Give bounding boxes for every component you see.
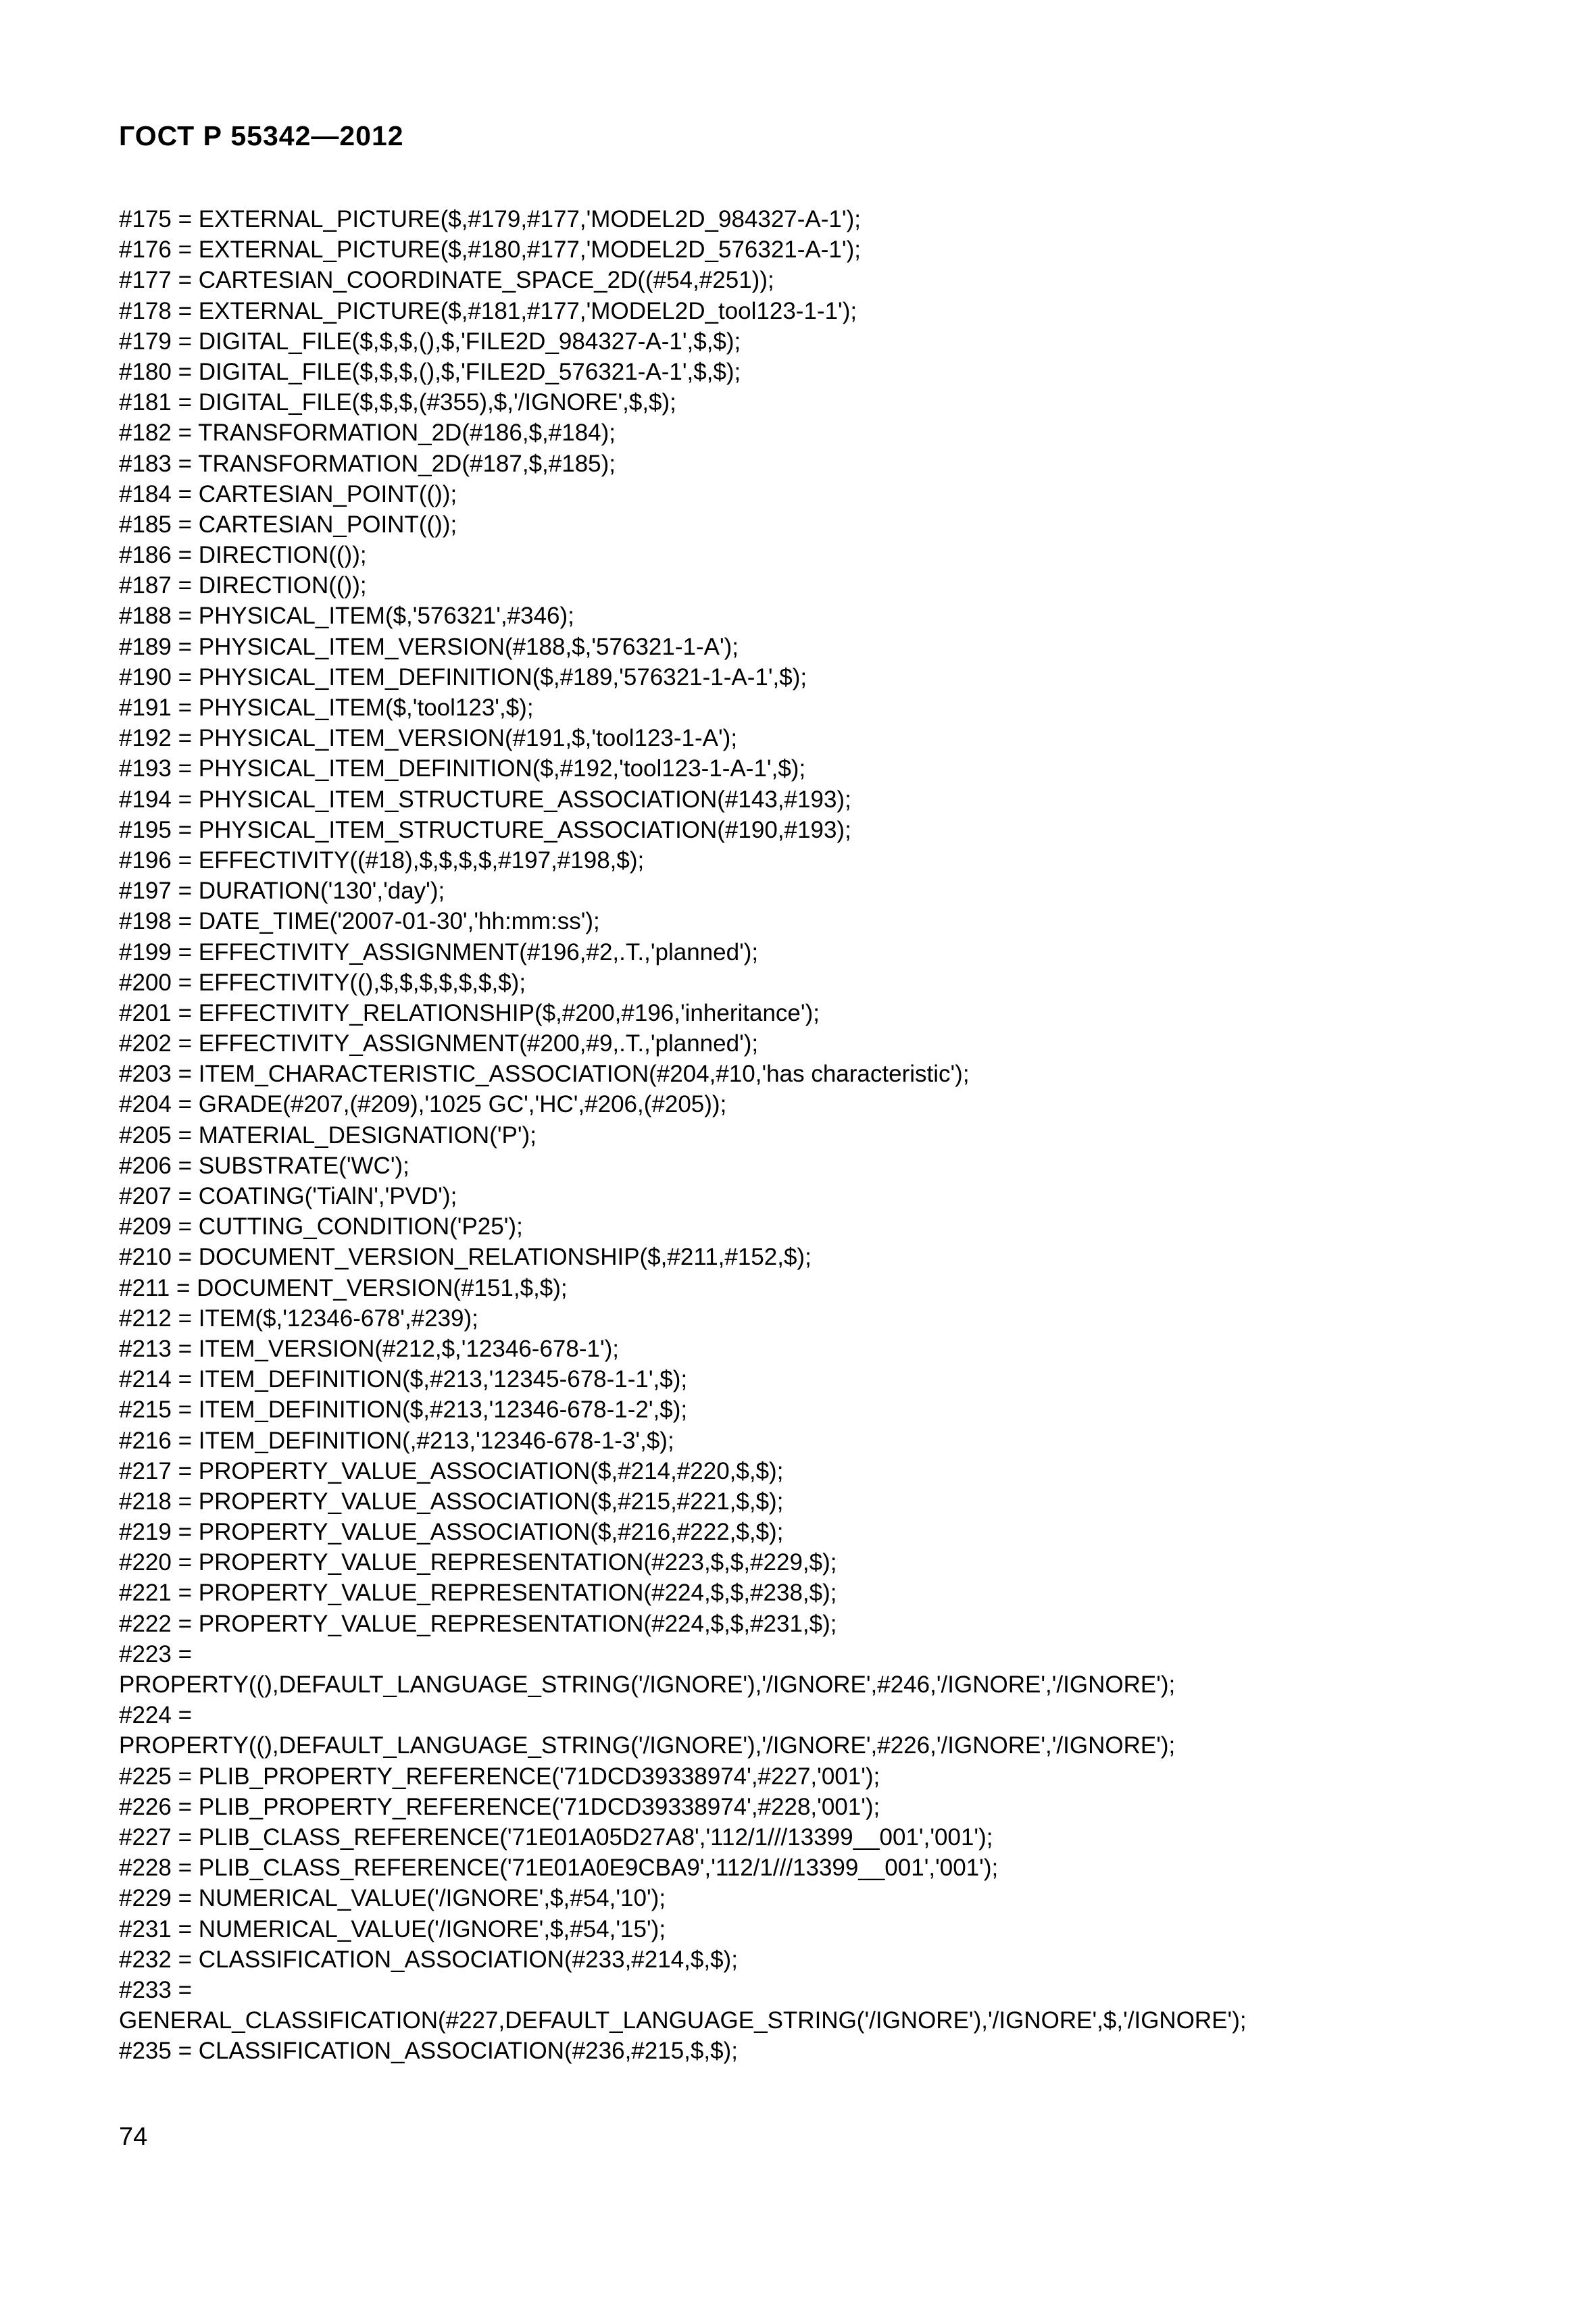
code-line: #198 = DATE_TIME('2007-01-30','hh:mm:ss');	[119, 908, 600, 935]
page-number: 74	[119, 2123, 148, 2151]
code-line: #235 = CLASSIFICATION_ASSOCIATION(#236,#215,$,$);	[119, 2038, 738, 2065]
code-line: #194 = PHYSICAL_ITEM_STRUCTURE_ASSOCIATION(#143,#193);	[119, 786, 851, 813]
code-line: #195 = PHYSICAL_ITEM_STRUCTURE_ASSOCIATION(#190,#193);	[119, 816, 851, 843]
code-line: #222 = PROPERTY_VALUE_REPRESENTATION(#224,$,$,#231,$);	[119, 1610, 837, 1637]
code-line: #225 = PLIB_PROPERTY_REFERENCE('71DCD39338974',#227,'001');	[119, 1763, 880, 1790]
code-line: #233 =	[119, 1976, 193, 2003]
code-line: #218 = PROPERTY_VALUE_ASSOCIATION($,#215,#221,$,$);	[119, 1488, 784, 1515]
code-line: #199 = EFFECTIVITY_ASSIGNMENT(#196,#2,.T.,'planned');	[119, 938, 759, 965]
code-line: GENERAL_CLASSIFICATION(#227,DEFAULT_LANGUAGE_STRING('/IGNORE'),'/IGNORE',$,'/IGNORE');	[119, 2007, 1247, 2034]
code-line: #211 = DOCUMENT_VERSION(#151,$,$);	[119, 1274, 568, 1301]
code-line: PROPERTY((),DEFAULT_LANGUAGE_STRING('/IGNORE'),'/IGNORE',#246,'/IGNORE','/IGNORE');	[119, 1671, 1176, 1698]
code-line: #181 = DIGITAL_FILE($,$,$,(#355),$,'/IGNORE',$,$);	[119, 389, 676, 416]
code-line: #191 = PHYSICAL_ITEM($,'tool123',$);	[119, 695, 534, 721]
code-line: #202 = EFFECTIVITY_ASSIGNMENT(#200,#9,.T.,'planned');	[119, 1030, 759, 1057]
code-line: #224 =	[119, 1702, 193, 1729]
code-line: #210 = DOCUMENT_VERSION_RELATIONSHIP($,#211,#152,$);	[119, 1244, 812, 1271]
code-line: #223 =	[119, 1640, 193, 1667]
code-line: #176 = EXTERNAL_PICTURE($,#180,#177,'MODEL2D_576321-A-1');	[119, 236, 861, 263]
code-line: #231 = NUMERICAL_VALUE('/IGNORE',$,#54,'15');	[119, 1915, 666, 1942]
code-line: #227 = PLIB_CLASS_REFERENCE('71E01A05D27A8','112/1///13399__001','001');	[119, 1823, 993, 1851]
code-line: #209 = CUTTING_CONDITION('P25');	[119, 1213, 523, 1240]
code-line: #180 = DIGITAL_FILE($,$,$,(),$,'FILE2D_576321-A-1',$,$);	[119, 358, 741, 385]
code-line: #188 = PHYSICAL_ITEM($,'576321',#346);	[119, 603, 574, 630]
code-line: #215 = ITEM_DEFINITION($,#213,'12346-678-1-2',$);	[119, 1397, 688, 1424]
code-line: #186 = DIRECTION(());	[119, 542, 367, 569]
code-line: #221 = PROPERTY_VALUE_REPRESENTATION(#224,$,$,#238,$);	[119, 1580, 837, 1607]
code-line: #192 = PHYSICAL_ITEM_VERSION(#191,$,'tool123-1-A');	[119, 725, 738, 752]
code-line: #220 = PROPERTY_VALUE_REPRESENTATION(#223,$,$,#229,$);	[119, 1549, 837, 1576]
code-line: #187 = DIRECTION(());	[119, 572, 367, 599]
code-line: #216 = ITEM_DEFINITION(,#213,'12346-678-1-3',$);	[119, 1427, 674, 1454]
code-line: #206 = SUBSTRATE('WC');	[119, 1152, 409, 1179]
code-line: #179 = DIGITAL_FILE($,$,$,(),$,'FILE2D_984327-A-1',$,$);	[119, 328, 741, 355]
code-line: #226 = PLIB_PROPERTY_REFERENCE('71DCD39338974',#228,'001');	[119, 1793, 880, 1820]
code-line: #212 = ITEM($,'12346-678',#239);	[119, 1305, 478, 1332]
code-line: #184 = CARTESIAN_POINT(());	[119, 480, 457, 507]
code-line: #214 = ITEM_DEFINITION($,#213,'12345-678-1-1',$);	[119, 1366, 688, 1393]
code-listing	[119, 204, 1524, 2066]
code-line: #201 = EFFECTIVITY_RELATIONSHIP($,#200,#196,'inheritance');	[119, 999, 820, 1026]
code-line: #232 = CLASSIFICATION_ASSOCIATION(#233,#214,$,$);	[119, 1946, 738, 1973]
page-header-standard-id: ГОСТ Р 55342—2012	[119, 120, 404, 151]
code-line: #178 = EXTERNAL_PICTURE($,#181,#177,'MODEL2D_tool123-1-1');	[119, 297, 857, 324]
code-line: #205 = MATERIAL_DESIGNATION('P');	[119, 1122, 537, 1149]
code-line: #203 = ITEM_CHARACTERISTIC_ASSOCIATION(#204,#10,'has characteristic');	[119, 1061, 970, 1088]
code-line: #190 = PHYSICAL_ITEM_DEFINITION($,#189,'576321-1-A-1',$);	[119, 663, 807, 690]
code-line: #177 = CARTESIAN_COORDINATE_SPACE_2D((#54,#251));	[119, 267, 774, 294]
code-line: #213 = ITEM_VERSION(#212,$,'12346-678-1');	[119, 1335, 620, 1362]
code-line: #219 = PROPERTY_VALUE_ASSOCIATION($,#216,#222,$,$);	[119, 1519, 784, 1546]
code-line: #204 = GRADE(#207,(#209),'1025 GC','HC',#206,(#205));	[119, 1091, 727, 1118]
code-line: #175 = EXTERNAL_PICTURE($,#179,#177,'MODEL2D_984327-A-1');	[119, 206, 861, 232]
code-line: PROPERTY((),DEFAULT_LANGUAGE_STRING('/IGNORE'),'/IGNORE',#226,'/IGNORE','/IGNORE');	[119, 1732, 1176, 1759]
code-line: #200 = EFFECTIVITY((),$,$,$,$,$,$,$);	[119, 969, 526, 996]
code-line: #196 = EFFECTIVITY((#18),$,$,$,$,#197,#198,$);	[119, 847, 645, 874]
code-line: #182 = TRANSFORMATION_2D(#186,$,#184);	[119, 420, 616, 447]
code-line: #193 = PHYSICAL_ITEM_DEFINITION($,#192,'tool123-1-A-1',$);	[119, 755, 806, 782]
code-line: #229 = NUMERICAL_VALUE('/IGNORE',$,#54,'10');	[119, 1885, 666, 1912]
code-line: #189 = PHYSICAL_ITEM_VERSION(#188,$,'576321-1-A');	[119, 633, 739, 660]
code-line: #197 = DURATION('130','day');	[119, 878, 445, 905]
code-line: #228 = PLIB_CLASS_REFERENCE('71E01A0E9CBA9','112/1///13399__001','001');	[119, 1855, 999, 1882]
code-line: #183 = TRANSFORMATION_2D(#187,$,#185);	[119, 450, 616, 477]
code-line: #185 = CARTESIAN_POINT(());	[119, 511, 457, 538]
code-line: #217 = PROPERTY_VALUE_ASSOCIATION($,#214,#220,$,$);	[119, 1457, 784, 1484]
code-line: #207 = COATING('TiAlN','PVD');	[119, 1183, 457, 1209]
